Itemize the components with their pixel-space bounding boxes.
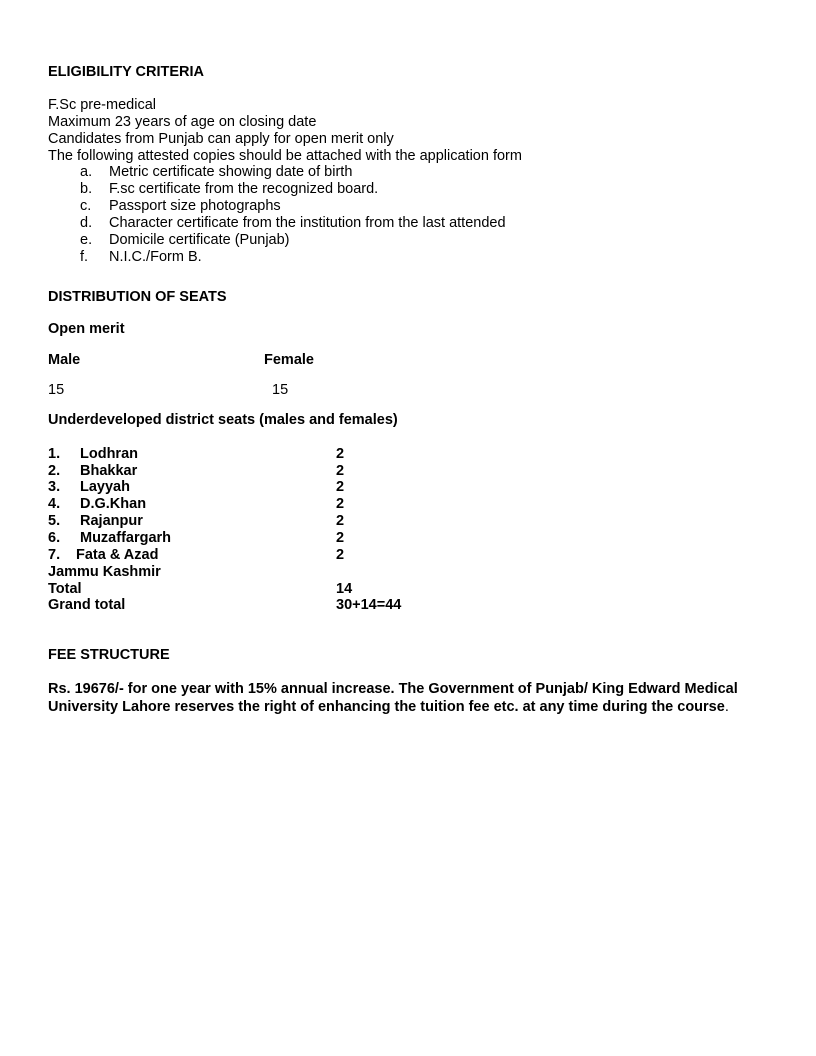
jammu-kashmir-label: Jammu Kashmir [48,564,161,580]
district-name: D.G.Khan [80,496,147,512]
eligibility-line: Maximum 23 years of age on closing date [48,114,317,130]
district-number: 4. [48,496,61,512]
jammu-kashmir-row [48,564,448,581]
grand-total-value: 30+14=44 [336,597,402,613]
district-number: 1. [48,446,61,462]
document-letter: f. [80,249,89,265]
district-seats: 2 [336,463,345,479]
district-row [48,446,448,463]
district-seats: 2 [336,446,345,462]
eligibility-line: F.Sc pre-medical [48,97,156,113]
district-row [48,513,448,530]
total-value: 14 [336,581,353,597]
document-letter: d. [80,215,93,231]
document-text: Domicile certificate (Punjab) [109,232,290,248]
document-letter: c. [80,198,92,214]
district-row [48,479,448,496]
district-row [48,463,448,480]
grand-total-label: Grand total [48,597,126,613]
district-row [48,547,448,564]
district-seats: 2 [336,496,345,512]
open-merit-label: Open merit [48,321,125,337]
document-text: Metric certificate showing date of birth [109,164,353,180]
eligibility-heading: ELIGIBILITY CRITERIA [48,64,205,80]
fee-trailing: . [724,699,729,715]
total-label: Total [48,581,82,597]
district-name: Layyah [80,479,130,495]
district-number: 3. [48,479,61,495]
district-row [48,530,448,547]
district-seats: 2 [336,513,345,529]
district-name: Fata & Azad [76,547,159,563]
district-seats: 2 [336,479,345,495]
fee-text: Rs. 19676/- for one year with 15% annual increase. The Government of Punjab/ King Edward Medical University Lahore reserves the right of enhancing the tuition fee etc. at any time during the course [48,681,738,715]
male-seats-value: 15 [48,382,65,398]
distribution-heading: DISTRIBUTION OF SEATS [48,289,227,305]
district-number: 2. [48,463,61,479]
total-row [48,581,448,598]
district-seats: 2 [336,530,345,546]
fee-heading: FEE STRUCTURE [48,647,170,663]
eligibility-line: Candidates from Punjab can apply for open merit only [48,131,394,147]
document-text: F.sc certificate from the recognized board. [109,181,379,197]
district-number: 5. [48,513,61,529]
female-seats-value: 15 [272,382,289,398]
district-name: Rajanpur [80,513,143,529]
district-number: 7. [48,547,61,563]
district-seats: 2 [336,547,345,563]
female-label: Female [264,352,314,368]
district-number: 6. [48,530,61,546]
district-name: Lodhran [80,446,138,462]
document-letter: a. [80,164,93,180]
document-text: Passport size photographs [109,198,281,214]
document-text: N.I.C./Form B. [109,249,202,265]
document-letter: e. [80,232,93,248]
eligibility-lines [48,97,522,165]
male-label: Male [48,352,81,368]
fee-paragraph [48,680,768,716]
district-row [48,496,448,513]
district-name: Bhakkar [80,463,138,479]
document-letter: b. [80,181,93,197]
eligibility-line: The following attested copies should be attached with the application form [48,148,522,164]
district-name: Muzaffargarh [80,530,172,546]
grand-total-row [48,597,448,614]
document-text: Character certificate from the institution from the last attended [109,215,506,231]
underdeveloped-label: Underdeveloped district seats (males and females) [48,412,398,428]
